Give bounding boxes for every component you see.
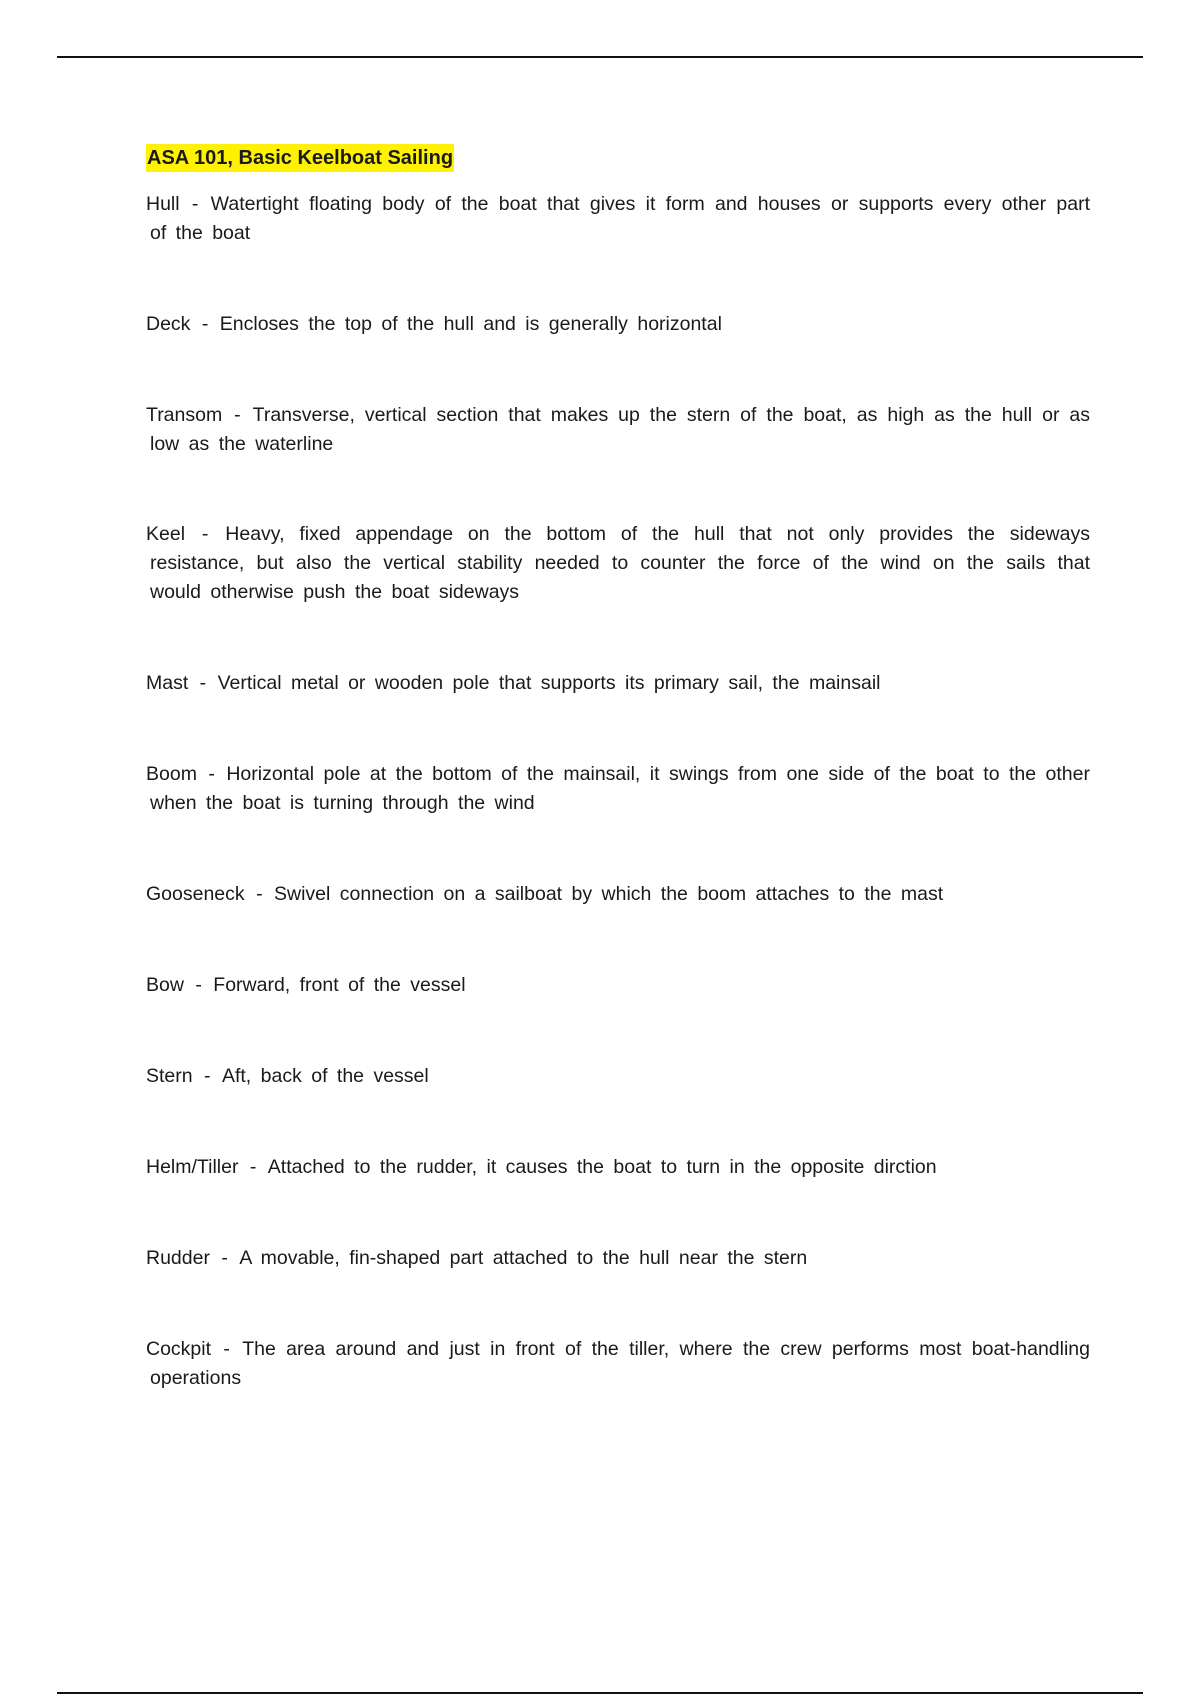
entry-term: Gooseneck [146, 883, 245, 905]
entry-term: Hull [146, 193, 180, 215]
entry-term: Deck [146, 313, 191, 335]
entry-separator: - [211, 1247, 238, 1269]
entry-separator: - [213, 1338, 241, 1360]
entry-definition: Watertight floating body of the boat that gives it form and houses or supports every other part of the boat [150, 193, 1090, 244]
entry-definition: Encloses the top of the hull and is generally horizontal [219, 313, 722, 335]
entry-mast [146, 669, 1090, 698]
entry-definition: Vertical metal or wooden pole that supports its primary sail, the mainsail [217, 672, 881, 694]
entry-term: Mast [146, 672, 189, 694]
entry-separator: - [181, 193, 209, 215]
entry-term: Boom [146, 763, 197, 785]
entry-definition: Swivel connection on a sailboat by which the boom attaches to the mast [274, 883, 944, 905]
entry-hull [146, 190, 1090, 248]
entry-separator: - [240, 1156, 266, 1178]
entry-separator: - [224, 404, 251, 426]
entry-separator: - [246, 883, 272, 905]
entry-keel [146, 520, 1090, 607]
entry-definition: The area around and just in front of the tiller, where the crew performs most boat-handling operations [150, 1338, 1090, 1389]
entry-separator: - [187, 523, 224, 545]
entry-term: Transom [146, 404, 223, 426]
document-body [146, 144, 1090, 1389]
entry-separator: - [185, 974, 212, 996]
entry-definition: Heavy, fixed appendage on the bottom of the hull that not only provides the sideways resistance, but also the vertical stability needed to counter the force of the wind on the sails that would otherwise push the boat sideways [150, 523, 1090, 603]
entry-transom [146, 401, 1090, 459]
entry-definition: Horizontal pole at the bottom of the mainsail, it swings from one side of the boat to the other when the boat is turning through the wind [150, 763, 1090, 814]
entry-term: Rudder [146, 1247, 210, 1269]
document-title: ASA 101, Basic Keelboat Sailing [146, 144, 454, 172]
entry-helm-tiller [146, 1153, 1090, 1182]
entry-term: Helm/Tiller [146, 1156, 239, 1178]
entry-term: Cockpit [146, 1338, 212, 1360]
entry-term: Stern [146, 1065, 193, 1087]
entry-boom [146, 760, 1090, 818]
entry-gooseneck [146, 880, 1090, 909]
entry-definition: Attached to the rudder, it causes the boat to turn in the opposite dirction [267, 1156, 937, 1178]
entry-definition: Aft, back of the vessel [221, 1065, 429, 1087]
entry-term: Keel [146, 523, 186, 545]
bottom-rule [57, 1692, 1143, 1694]
top-rule [57, 56, 1143, 58]
entry-definition: A movable, fin-shaped part attached to the hull near the stern [239, 1247, 808, 1269]
entry-rudder [146, 1244, 1090, 1273]
entry-definition: Transverse, vertical section that makes up the stern of the boat, as high as the hull or as low as the waterline [150, 404, 1090, 455]
entry-deck [146, 310, 1090, 339]
entry-bow [146, 971, 1090, 1000]
entry-stern [146, 1062, 1090, 1091]
entry-separator: - [194, 1065, 220, 1087]
entry-term: Bow [146, 974, 184, 996]
entry-separator: - [198, 763, 225, 785]
entry-separator: - [192, 313, 218, 335]
entry-cockpit [146, 1335, 1090, 1393]
entry-definition: Forward, front of the vessel [213, 974, 466, 996]
entry-separator: - [190, 672, 216, 694]
